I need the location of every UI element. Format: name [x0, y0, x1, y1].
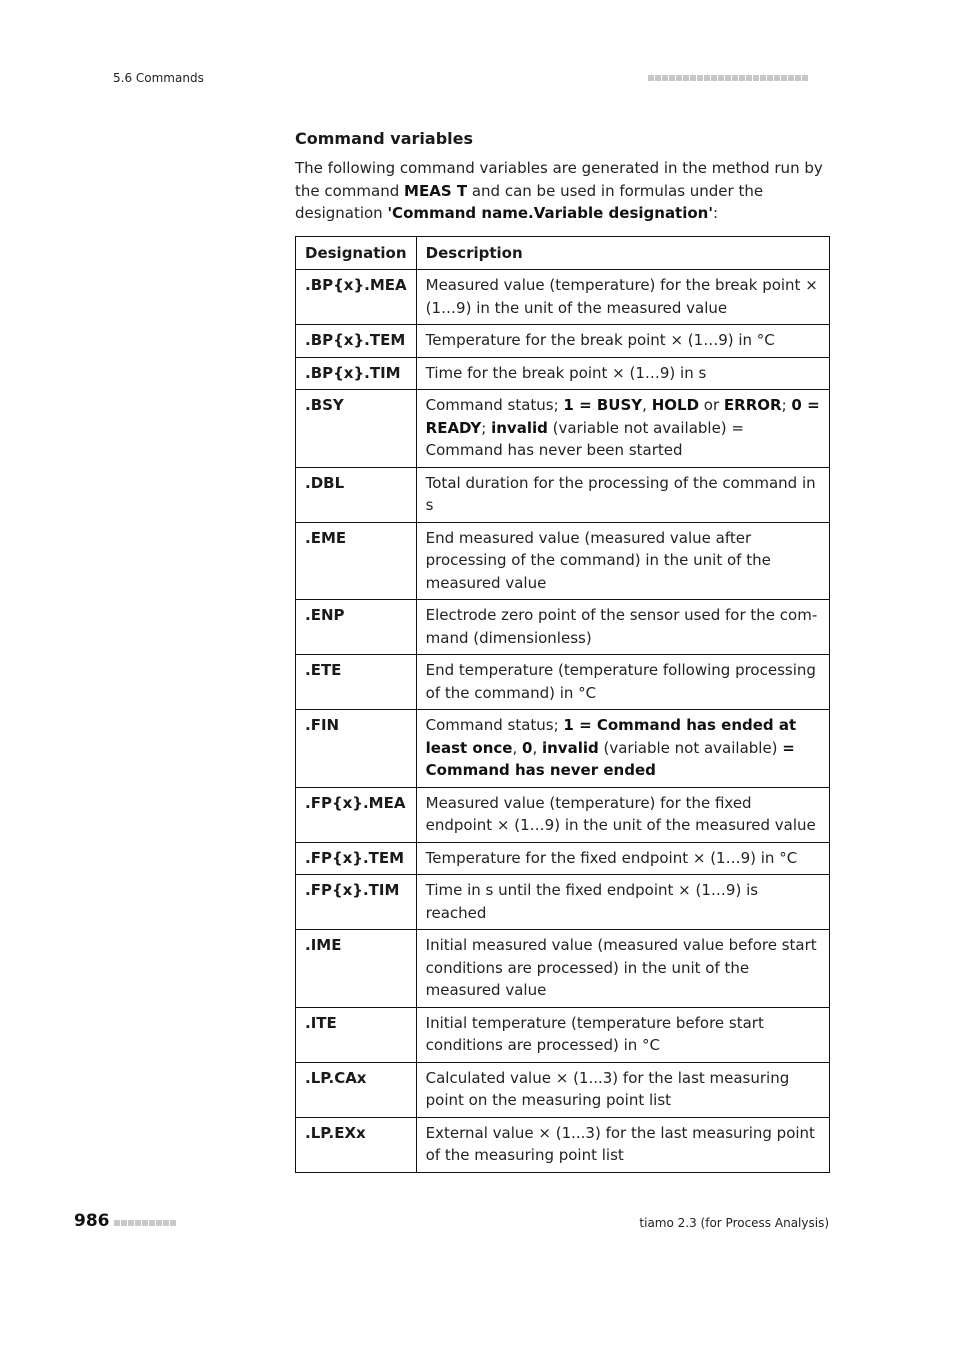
table-row — [296, 930, 830, 1008]
decorative-dot — [746, 75, 752, 81]
variable-designation: .ENP — [296, 600, 417, 655]
table-row — [296, 357, 830, 390]
table-row — [296, 522, 830, 600]
decorative-dot — [711, 75, 717, 81]
text-run: Initial temperature (temperature before start conditions are processed) in °C — [425, 1013, 764, 1054]
decorative-dot — [732, 75, 738, 81]
table-row — [296, 467, 830, 522]
decorative-dot — [114, 1220, 120, 1226]
header-decorative-dots — [648, 75, 808, 81]
bold-text-run: HOLD — [651, 396, 700, 414]
variable-description — [416, 710, 829, 788]
table-row — [296, 1007, 830, 1062]
variable-designation: .IME — [296, 930, 417, 1008]
variable-description — [416, 787, 829, 842]
decorative-dot — [788, 75, 794, 81]
bold-text-run: 1 = BUSY — [563, 396, 643, 414]
variable-designation: .FP{x}.MEA — [296, 787, 417, 842]
variable-designation: .EME — [296, 522, 417, 600]
bold-text-run: invalid — [491, 418, 548, 437]
variable-description — [416, 325, 829, 358]
decorative-dot — [739, 75, 745, 81]
decorative-dot — [718, 75, 724, 81]
text-run: Initial measured value (measured value before start conditions are processed) in the unit of the measured value — [425, 936, 817, 999]
decorative-dot — [690, 75, 696, 81]
text-run: Calculated value × (1...3) for the last measuring point on the measuring point list — [425, 1068, 790, 1109]
variable-description — [416, 390, 829, 468]
bold-text-run: ERROR — [723, 396, 782, 414]
decorative-dot — [697, 75, 703, 81]
decorative-dot — [662, 75, 668, 81]
variable-designation: .FP{x}.TIM — [296, 875, 417, 930]
text-run: ; — [481, 418, 492, 437]
decorative-dot — [142, 1220, 148, 1226]
table-row — [296, 655, 830, 710]
table-row — [296, 842, 830, 875]
decorative-dot — [683, 75, 689, 81]
variable-designation: .ITE — [296, 1007, 417, 1062]
decorative-dot — [676, 75, 682, 81]
table-row — [296, 1062, 830, 1117]
text-run: Temperature for the fixed endpoint × (1…9) in °C — [425, 848, 798, 867]
variable-designation: .BSY — [296, 390, 417, 468]
bold-text-run: invalid — [541, 738, 599, 757]
variable-designation: .BP{x}.MEA — [296, 270, 417, 325]
decorative-dot — [156, 1220, 162, 1226]
command-variables-table — [295, 236, 830, 1173]
text-run: Command status; — [425, 716, 564, 734]
variable-description — [416, 842, 829, 875]
bold-text-run: 0 — [522, 738, 533, 757]
decorative-dot — [121, 1220, 127, 1226]
text-run: Total duration for the processing of the command in s — [425, 473, 816, 514]
main-content — [295, 128, 830, 1173]
text-run: ; — [781, 396, 792, 414]
text-run: Time in s until the fixed endpoint × (1…9) is reached — [425, 881, 759, 922]
bold-text-run: 'Command name.Variable designation' — [387, 204, 713, 222]
decorative-dot — [163, 1220, 169, 1226]
decorative-dot — [781, 75, 787, 81]
variable-designation: .BP{x}.TEM — [296, 325, 417, 358]
text-run: Temperature for the break point × (1…9) in °C — [425, 331, 775, 349]
variable-designation: .LP.EXx — [296, 1117, 417, 1172]
text-run: : — [712, 204, 719, 222]
decorative-dot — [655, 75, 661, 81]
variable-description — [416, 930, 829, 1008]
decorative-dot — [135, 1220, 141, 1226]
text-run: End measured value (measured value after processing of the command) in the unit of the measured value — [425, 528, 771, 592]
bold-text-run: 1 = Command has ended at least once — [425, 716, 797, 757]
table-row — [296, 787, 830, 842]
variable-description — [416, 357, 829, 390]
variable-designation: .LP.CAx — [296, 1062, 417, 1117]
text-run: Measured value (temperature) for the break point × (1…9) in the unit of the measured value — [425, 276, 818, 317]
text-run: The following command variables are generated in the method run by the command — [295, 159, 823, 200]
variable-description — [416, 655, 829, 710]
decorative-dot — [704, 75, 710, 81]
variable-description — [416, 522, 829, 600]
variable-description — [416, 600, 829, 655]
running-header-section: 5.6 Commands — [113, 71, 204, 85]
decorative-dot — [774, 75, 780, 81]
decorative-dot — [669, 75, 675, 81]
text-run: (variable not available) — [598, 738, 783, 757]
text-run: or — [699, 396, 724, 414]
text-run: End temperature (temperature following processing of the command) in °C — [425, 661, 816, 702]
text-run: and can be used in formulas under the designation — [295, 181, 764, 222]
variable-description — [416, 1117, 829, 1172]
decorative-dot — [128, 1220, 134, 1226]
decorative-dot — [170, 1220, 176, 1226]
bold-text-run: 0 = READY — [425, 396, 820, 437]
text-run: Time for the break point × (1…9) in s — [425, 363, 707, 382]
table-row — [296, 1117, 830, 1172]
text-run: Electrode zero point of the sensor used for the command (dimensionless) — [425, 606, 818, 647]
intro-paragraph — [295, 157, 830, 225]
variable-designation: .DBL — [296, 467, 417, 522]
variable-description — [416, 270, 829, 325]
table-row — [296, 270, 830, 325]
table-header-row — [296, 236, 830, 270]
decorative-dot — [725, 75, 731, 81]
decorative-dot — [795, 75, 801, 81]
text-run: Command status; — [425, 396, 564, 414]
text-run: , — [642, 396, 652, 414]
decorative-dot — [760, 75, 766, 81]
bold-text-run: MEAS T — [404, 181, 468, 200]
variable-description — [416, 875, 829, 930]
text-run: , — [532, 738, 542, 757]
text-run: Measured value (temperature) for the fixed endpoint × (1…9) in the unit of the measured value — [425, 793, 816, 834]
decorative-dot — [149, 1220, 155, 1226]
variable-designation: .FP{x}.TEM — [296, 842, 417, 875]
table-row — [296, 600, 830, 655]
header-description: Description — [416, 236, 829, 270]
variable-designation: .BP{x}.TIM — [296, 357, 417, 390]
header-designation: Designation — [296, 236, 417, 270]
variable-designation: .FIN — [296, 710, 417, 788]
table-row — [296, 325, 830, 358]
variable-description — [416, 467, 829, 522]
page-number: 986 — [74, 1211, 110, 1231]
table-row — [296, 390, 830, 468]
text-run: , — [512, 738, 522, 757]
table-row — [296, 710, 830, 788]
variable-description — [416, 1062, 829, 1117]
variable-description — [416, 1007, 829, 1062]
table-row — [296, 875, 830, 930]
footer-decorative-dots — [114, 1220, 176, 1226]
variable-designation: .ETE — [296, 655, 417, 710]
footer-product-name: tiamo 2.3 (for Process Analysis) — [639, 1216, 829, 1230]
section-heading: Command variables — [295, 129, 473, 148]
text-run: External value × (1...3) for the last measuring point of the measuring point list — [425, 1123, 815, 1164]
table-body — [296, 270, 830, 1173]
decorative-dot — [648, 75, 654, 81]
decorative-dot — [767, 75, 773, 81]
decorative-dot — [802, 75, 808, 81]
text-run: (variable not available) = Command has never been started — [425, 418, 744, 459]
decorative-dot — [753, 75, 759, 81]
bold-text-run: = Command has never ended — [425, 738, 795, 779]
